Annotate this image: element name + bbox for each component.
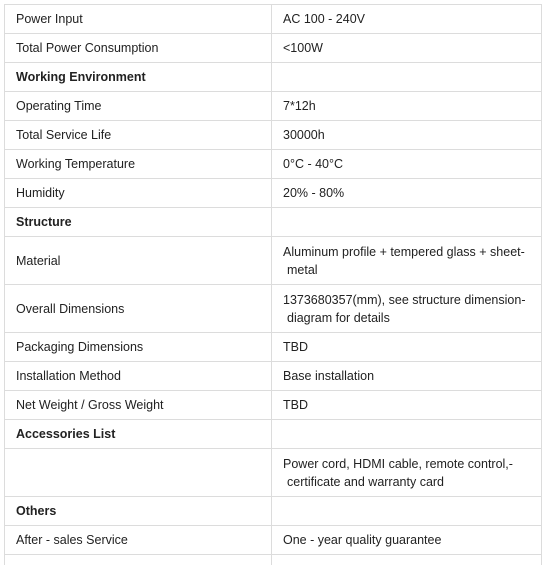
spec-value xyxy=(272,237,542,285)
spec-label xyxy=(5,449,272,497)
section-heading: Structure xyxy=(5,208,272,237)
table-row xyxy=(5,285,542,333)
spec-value-empty xyxy=(272,555,542,565)
spec-value: Base installation xyxy=(272,362,542,391)
spec-label: Humidity xyxy=(5,179,272,208)
section-row xyxy=(5,208,542,237)
section-heading: Working Environment xyxy=(5,63,272,92)
table-row xyxy=(5,237,542,285)
table-row xyxy=(5,526,542,555)
spec-table xyxy=(4,4,542,565)
table-row xyxy=(5,333,542,362)
table-row xyxy=(5,449,542,497)
table-row xyxy=(5,121,542,150)
table-row xyxy=(5,179,542,208)
spec-value: 30000h xyxy=(272,121,542,150)
spec-label: Operating Time xyxy=(5,92,272,121)
table-row xyxy=(5,5,542,34)
spec-label-empty xyxy=(5,555,272,565)
spec-value-text: Aluminum profile + tempered glass + sheet-metal xyxy=(283,245,525,277)
spec-value-text: Power cord, HDMI cable, remote control,-certificate and warranty card xyxy=(283,457,513,489)
spec-value xyxy=(272,497,542,526)
spec-label: Installation Method xyxy=(5,362,272,391)
spec-value: One - year quality guarantee xyxy=(272,526,542,555)
spec-label: Power Input xyxy=(5,5,272,34)
section-row xyxy=(5,420,542,449)
spec-label: Working Temperature xyxy=(5,150,272,179)
spec-value: TBD xyxy=(272,391,542,420)
spec-value xyxy=(272,285,542,333)
spec-label: Total Power Consumption xyxy=(5,34,272,63)
spec-label: Material xyxy=(5,237,272,285)
table-row xyxy=(5,391,542,420)
spec-label: Total Service Life xyxy=(5,121,272,150)
spec-value xyxy=(272,208,542,237)
table-row xyxy=(5,362,542,391)
table-row xyxy=(5,150,542,179)
spec-label: Overall Dimensions xyxy=(5,285,272,333)
table-row xyxy=(5,34,542,63)
section-row xyxy=(5,63,542,92)
section-heading: Others xyxy=(5,497,272,526)
spec-value: 0°C - 40°C xyxy=(272,150,542,179)
table-row-partial xyxy=(5,555,542,565)
section-row xyxy=(5,497,542,526)
spec-label: Net Weight / Gross Weight xyxy=(5,391,272,420)
spec-label: Packaging Dimensions xyxy=(5,333,272,362)
section-heading: Accessories List xyxy=(5,420,272,449)
spec-value xyxy=(272,420,542,449)
spec-value xyxy=(272,449,542,497)
spec-value: 20% - 80% xyxy=(272,179,542,208)
spec-value: TBD xyxy=(272,333,542,362)
spec-value: AC 100 - 240V xyxy=(272,5,542,34)
spec-value-text: 1373680357(mm), see structure dimension-diagram for details xyxy=(283,293,526,325)
table-row xyxy=(5,92,542,121)
spec-label: After - sales Service xyxy=(5,526,272,555)
spec-value: <100W xyxy=(272,34,542,63)
spec-value xyxy=(272,63,542,92)
spec-value: 7*12h xyxy=(272,92,542,121)
